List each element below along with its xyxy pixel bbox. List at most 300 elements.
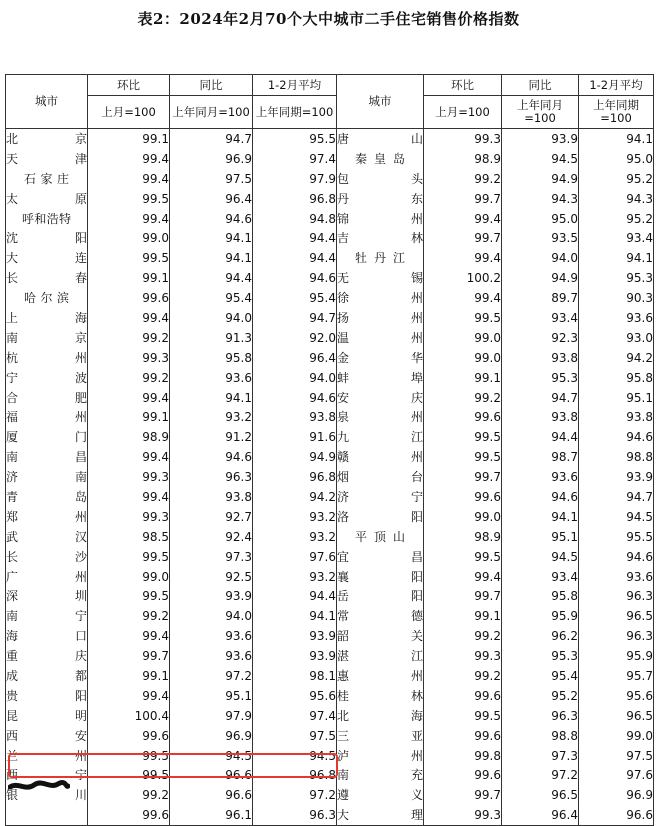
city-cell: 大 理 (337, 805, 424, 825)
city-cell: 太 原 (6, 189, 88, 209)
table-row (6, 268, 654, 288)
avg-cell: 95.9 (579, 646, 654, 666)
city-cell: 北 海 (337, 706, 424, 726)
yoy-cell: 96.4 (170, 189, 253, 209)
avg-cell: 94.2 (579, 348, 654, 368)
mom-cell: 98.9 (88, 427, 170, 447)
table-row (6, 527, 654, 547)
city-cell: 蚌 埠 (337, 368, 424, 388)
avg-cell: 99.0 (579, 726, 654, 746)
yoy-cell: 98.7 (502, 447, 579, 467)
city-cell: 吉 林 (337, 228, 424, 248)
city-cell: 西 宁 (6, 766, 88, 786)
yoy-cell: 98.8 (502, 726, 579, 746)
yoy-cell: 93.4 (502, 567, 579, 587)
avg-cell: 94.2 (253, 487, 337, 507)
city-cell: 济 南 (6, 467, 88, 487)
avg-header: 1-2月平均 (253, 75, 337, 96)
avg-cell: 94.5 (579, 507, 654, 527)
city-cell: 襄 阳 (337, 567, 424, 587)
avg-base-header: 上年同期=100 (253, 96, 337, 129)
yoy-cell: 94.0 (502, 248, 579, 268)
avg-cell: 97.2 (253, 785, 337, 805)
yoy-cell: 97.5 (170, 169, 253, 189)
avg-cell: 96.4 (253, 348, 337, 368)
city-cell: 包 头 (337, 169, 424, 189)
yoy-cell: 96.6 (170, 766, 253, 786)
avg-header: 1-2月平均 (579, 75, 654, 96)
table-row (6, 547, 654, 567)
city-cell: 惠 州 (337, 666, 424, 686)
yoy-cell: 93.9 (502, 129, 579, 149)
avg-cell: 95.2 (579, 209, 654, 229)
city-cell: 海 口 (6, 626, 88, 646)
table-row (6, 726, 654, 746)
yoy-cell: 94.5 (502, 149, 579, 169)
mom-cell: 99.6 (424, 487, 502, 507)
city-cell: 宜 昌 (337, 547, 424, 567)
city-cell: 南 昌 (6, 447, 88, 467)
city-cell: 兰 州 (6, 746, 88, 766)
mom-cell: 100.2 (424, 268, 502, 288)
avg-cell: 95.1 (579, 388, 654, 408)
table-row (6, 507, 654, 527)
city-cell: 上 海 (6, 308, 88, 328)
mom-cell: 99.4 (88, 169, 170, 189)
yoy-cell: 95.3 (502, 646, 579, 666)
price-index-table (5, 74, 654, 826)
table-row (6, 248, 654, 268)
yoy-cell: 94.1 (502, 507, 579, 527)
mom-cell: 99.3 (88, 507, 170, 527)
city-cell: 济 宁 (337, 487, 424, 507)
avg-cell: 95.7 (579, 666, 654, 686)
table-row (6, 586, 654, 606)
avg-cell: 93.9 (579, 467, 654, 487)
yoy-cell: 96.5 (502, 785, 579, 805)
mom-cell: 99.5 (88, 248, 170, 268)
city-cell: 长 沙 (6, 547, 88, 567)
mom-cell: 99.1 (88, 268, 170, 288)
yoy-cell: 93.5 (502, 228, 579, 248)
mom-header: 环比 (424, 75, 502, 96)
avg-cell: 94.8 (253, 209, 337, 229)
yoy-cell: 94.9 (502, 169, 579, 189)
avg-cell: 97.5 (579, 746, 654, 766)
yoy-cell: 93.6 (170, 626, 253, 646)
yoy-cell: 97.3 (502, 746, 579, 766)
yoy-cell: 93.8 (170, 487, 253, 507)
avg-cell: 91.6 (253, 427, 337, 447)
yoy-cell: 93.8 (502, 407, 579, 427)
city-cell: 牡丹江 (337, 248, 424, 268)
avg-cell: 94.1 (579, 248, 654, 268)
yoy-cell: 93.4 (502, 308, 579, 328)
avg-cell: 94.7 (579, 487, 654, 507)
city-cell (6, 805, 88, 825)
yoy-cell: 95.9 (502, 606, 579, 626)
yoy-cell: 94.6 (170, 209, 253, 229)
avg-cell: 96.3 (579, 586, 654, 606)
mom-cell: 99.8 (424, 746, 502, 766)
avg-cell: 97.6 (579, 766, 654, 786)
table-row (6, 129, 654, 149)
city-cell: 唐 山 (337, 129, 424, 149)
yoy-header: 同比 (502, 75, 579, 96)
yoy-cell: 95.4 (502, 666, 579, 686)
city-cell: 深 圳 (6, 586, 88, 606)
mom-cell: 99.5 (424, 547, 502, 567)
city-cell: 洛 阳 (337, 507, 424, 527)
mom-cell: 99.6 (88, 288, 170, 308)
yoy-cell: 95.3 (502, 368, 579, 388)
yoy-cell: 95.1 (170, 686, 253, 706)
city-cell: 广 州 (6, 567, 88, 587)
yoy-cell: 97.9 (170, 706, 253, 726)
avg-cell: 94.4 (253, 248, 337, 268)
yoy-cell: 94.0 (170, 606, 253, 626)
yoy-cell: 93.9 (170, 586, 253, 606)
yoy-cell: 94.4 (502, 427, 579, 447)
city-cell: 常 德 (337, 606, 424, 626)
mom-cell: 99.4 (88, 686, 170, 706)
yoy-cell: 94.5 (502, 547, 579, 567)
city-cell: 无 锡 (337, 268, 424, 288)
city-cell: 扬 州 (337, 308, 424, 328)
table-title: 表2：2024年2月70个大中城市二手住宅销售价格指数 (137, 10, 520, 28)
avg-cell: 93.0 (579, 328, 654, 348)
mom-cell: 99.4 (424, 288, 502, 308)
avg-cell: 97.5 (253, 726, 337, 746)
avg-cell: 92.0 (253, 328, 337, 348)
mom-cell: 99.1 (88, 666, 170, 686)
table-row (6, 606, 654, 626)
yoy-cell: 94.3 (502, 189, 579, 209)
avg-cell: 94.6 (253, 388, 337, 408)
mom-cell: 99.7 (424, 467, 502, 487)
mom-cell: 99.5 (88, 746, 170, 766)
yoy-cell: 96.9 (170, 726, 253, 746)
mom-cell: 99.0 (88, 228, 170, 248)
yoy-cell: 94.1 (170, 248, 253, 268)
mom-cell: 99.6 (424, 407, 502, 427)
avg-cell: 96.3 (253, 805, 337, 825)
yoy-cell: 96.6 (170, 785, 253, 805)
yoy-cell: 94.1 (170, 388, 253, 408)
mom-cell: 99.4 (88, 388, 170, 408)
mom-cell: 99.2 (88, 368, 170, 388)
avg-cell: 96.9 (579, 785, 654, 805)
mom-cell: 99.7 (424, 189, 502, 209)
mom-cell: 99.5 (424, 706, 502, 726)
mom-cell: 99.5 (88, 586, 170, 606)
avg-cell: 93.6 (579, 567, 654, 587)
mom-cell: 99.6 (88, 805, 170, 825)
yoy-cell: 89.7 (502, 288, 579, 308)
yoy-cell: 93.8 (502, 348, 579, 368)
redaction-scribble (8, 779, 70, 793)
avg-cell: 96.6 (579, 805, 654, 825)
city-header: 城市 (6, 75, 88, 129)
city-cell: 西 安 (6, 726, 88, 746)
avg-base-header: 上年同期=100 (579, 96, 654, 129)
mom-cell: 99.7 (424, 228, 502, 248)
city-cell: 郑 州 (6, 507, 88, 527)
avg-cell: 93.2 (253, 507, 337, 527)
avg-cell: 94.7 (253, 308, 337, 328)
yoy-cell: 94.7 (502, 388, 579, 408)
city-cell: 泸 州 (337, 746, 424, 766)
yoy-cell: 97.3 (170, 547, 253, 567)
table-row (6, 169, 654, 189)
mom-cell: 98.9 (424, 527, 502, 547)
city-cell: 厦 门 (6, 427, 88, 447)
city-cell: 贵 阳 (6, 686, 88, 706)
avg-cell: 94.6 (579, 547, 654, 567)
mom-cell: 99.5 (424, 308, 502, 328)
city-cell: 金 华 (337, 348, 424, 368)
avg-cell: 96.3 (579, 626, 654, 646)
yoy-cell: 93.6 (170, 368, 253, 388)
yoy-cell: 94.7 (170, 129, 253, 149)
city-cell: 成 都 (6, 666, 88, 686)
mom-cell: 99.0 (88, 567, 170, 587)
yoy-cell: 96.1 (170, 805, 253, 825)
city-cell: 宁 波 (6, 368, 88, 388)
city-cell: 湛 江 (337, 646, 424, 666)
mom-base-header: 上月=100 (88, 96, 170, 129)
city-cell: 青 岛 (6, 487, 88, 507)
mom-cell: 98.5 (88, 527, 170, 547)
city-cell: 徐 州 (337, 288, 424, 308)
city-cell: 武 汉 (6, 527, 88, 547)
yoy-cell: 92.5 (170, 567, 253, 587)
avg-cell: 94.1 (579, 129, 654, 149)
avg-cell: 93.4 (579, 228, 654, 248)
avg-cell: 95.0 (579, 149, 654, 169)
mom-base-header: 上月=100 (424, 96, 502, 129)
avg-cell: 93.6 (579, 308, 654, 328)
yoy-cell: 97.2 (502, 766, 579, 786)
yoy-cell: 94.1 (170, 228, 253, 248)
city-cell: 哈尔滨 (6, 288, 88, 308)
yoy-cell: 95.8 (502, 586, 579, 606)
table-body (6, 129, 654, 826)
mom-cell: 99.4 (88, 209, 170, 229)
city-cell: 昆 明 (6, 706, 88, 726)
avg-cell: 94.9 (253, 447, 337, 467)
mom-cell: 99.7 (424, 785, 502, 805)
table-row (6, 348, 654, 368)
avg-cell: 97.6 (253, 547, 337, 567)
mom-cell: 99.5 (88, 766, 170, 786)
avg-cell: 96.8 (253, 189, 337, 209)
avg-cell: 96.5 (579, 606, 654, 626)
avg-cell: 94.4 (253, 228, 337, 248)
city-cell: 福 州 (6, 407, 88, 427)
avg-cell: 93.9 (253, 646, 337, 666)
yoy-cell: 91.2 (170, 427, 253, 447)
city-header: 城市 (337, 75, 424, 129)
mom-cell: 99.0 (424, 348, 502, 368)
table-row (6, 388, 654, 408)
yoy-cell: 91.3 (170, 328, 253, 348)
mom-cell: 98.9 (424, 149, 502, 169)
yoy-cell: 92.7 (170, 507, 253, 527)
mom-cell: 99.6 (424, 726, 502, 746)
mom-cell: 99.2 (424, 388, 502, 408)
mom-cell: 99.0 (424, 507, 502, 527)
avg-cell: 95.2 (579, 169, 654, 189)
yoy-cell: 96.3 (502, 706, 579, 726)
mom-cell: 99.3 (88, 348, 170, 368)
table-row (6, 328, 654, 348)
city-cell: 合 肥 (6, 388, 88, 408)
mom-cell: 99.2 (88, 328, 170, 348)
yoy-cell: 96.9 (170, 149, 253, 169)
city-cell: 泉 州 (337, 407, 424, 427)
mom-cell: 99.1 (424, 606, 502, 626)
mom-cell: 99.4 (88, 308, 170, 328)
avg-cell: 97.4 (253, 149, 337, 169)
avg-cell: 93.8 (579, 407, 654, 427)
city-cell: 石家庄 (6, 169, 88, 189)
avg-cell: 95.4 (253, 288, 337, 308)
yoy-cell: 94.6 (502, 487, 579, 507)
table-row (6, 447, 654, 467)
mom-cell: 99.1 (88, 129, 170, 149)
avg-cell: 95.6 (579, 686, 654, 706)
mom-cell: 99.5 (424, 447, 502, 467)
yoy-base-header: 上年同月=100 (170, 96, 253, 129)
yoy-cell: 95.8 (170, 348, 253, 368)
yoy-cell: 94.6 (170, 447, 253, 467)
city-cell: 九 江 (337, 427, 424, 447)
mom-cell: 99.4 (88, 487, 170, 507)
city-cell: 南 宁 (6, 606, 88, 626)
avg-cell: 94.3 (579, 189, 654, 209)
avg-cell: 96.5 (579, 706, 654, 726)
yoy-cell: 94.9 (502, 268, 579, 288)
city-cell: 韶 关 (337, 626, 424, 646)
city-cell: 南 充 (337, 766, 424, 786)
yoy-cell: 97.2 (170, 666, 253, 686)
avg-cell: 95.5 (253, 129, 337, 149)
mom-cell: 99.4 (88, 447, 170, 467)
table-row (6, 368, 654, 388)
yoy-cell: 93.6 (170, 646, 253, 666)
mom-cell: 99.2 (424, 169, 502, 189)
mom-cell: 99.3 (424, 805, 502, 825)
mom-cell: 99.6 (88, 726, 170, 746)
avg-cell: 94.1 (253, 606, 337, 626)
yoy-cell: 96.2 (502, 626, 579, 646)
mom-cell: 99.0 (424, 328, 502, 348)
avg-cell: 93.2 (253, 567, 337, 587)
avg-cell: 94.6 (253, 268, 337, 288)
mom-cell: 99.2 (88, 606, 170, 626)
mom-cell: 100.4 (88, 706, 170, 726)
yoy-cell: 93.6 (502, 467, 579, 487)
mom-cell: 99.2 (424, 626, 502, 646)
avg-cell: 95.8 (579, 368, 654, 388)
mom-cell: 99.4 (424, 209, 502, 229)
avg-cell: 94.5 (253, 746, 337, 766)
avg-cell: 95.3 (579, 268, 654, 288)
avg-cell: 95.5 (579, 527, 654, 547)
avg-cell: 93.9 (253, 626, 337, 646)
yoy-cell: 94.5 (170, 746, 253, 766)
mom-cell: 99.3 (88, 467, 170, 487)
mom-cell: 99.1 (424, 368, 502, 388)
table-row (6, 427, 654, 447)
avg-cell: 97.4 (253, 706, 337, 726)
city-cell: 北 京 (6, 129, 88, 149)
table-row (6, 706, 654, 726)
table-row (6, 288, 654, 308)
yoy-cell: 92.3 (502, 328, 579, 348)
city-cell: 温 州 (337, 328, 424, 348)
mom-cell: 99.7 (424, 586, 502, 606)
table-row (6, 686, 654, 706)
mom-cell: 99.5 (88, 547, 170, 567)
table-row (6, 646, 654, 666)
avg-cell: 96.8 (253, 766, 337, 786)
mom-cell: 99.5 (88, 189, 170, 209)
table-row (6, 189, 654, 209)
table-row (6, 228, 654, 248)
city-cell: 三 亚 (337, 726, 424, 746)
table-row (6, 467, 654, 487)
city-cell: 桂 林 (337, 686, 424, 706)
yoy-cell: 94.4 (170, 268, 253, 288)
table-row (6, 308, 654, 328)
yoy-cell: 92.4 (170, 527, 253, 547)
table-row (6, 209, 654, 229)
mom-cell: 99.5 (424, 427, 502, 447)
mom-header: 环比 (88, 75, 170, 96)
mom-cell: 99.4 (424, 248, 502, 268)
city-cell: 重 庆 (6, 646, 88, 666)
table-row (6, 149, 654, 169)
table-row (6, 626, 654, 646)
city-cell: 岳 阳 (337, 586, 424, 606)
city-cell: 沈 阳 (6, 228, 88, 248)
highlight-box (8, 753, 338, 778)
table-row (6, 805, 654, 825)
mom-cell: 99.6 (424, 686, 502, 706)
city-cell: 遵 义 (337, 785, 424, 805)
mom-cell: 99.7 (88, 646, 170, 666)
yoy-cell: 95.1 (502, 527, 579, 547)
mom-cell: 99.3 (424, 129, 502, 149)
avg-cell: 96.8 (253, 467, 337, 487)
avg-cell: 94.0 (253, 368, 337, 388)
city-cell: 赣 州 (337, 447, 424, 467)
avg-cell: 98.1 (253, 666, 337, 686)
avg-cell: 90.3 (579, 288, 654, 308)
avg-cell: 98.8 (579, 447, 654, 467)
city-cell: 秦皇岛 (337, 149, 424, 169)
city-cell: 银 川 (6, 785, 88, 805)
yoy-cell: 94.0 (170, 308, 253, 328)
yoy-cell: 95.0 (502, 209, 579, 229)
table-row (6, 407, 654, 427)
yoy-cell: 95.4 (170, 288, 253, 308)
yoy-cell: 93.2 (170, 407, 253, 427)
mom-cell: 99.3 (424, 646, 502, 666)
mom-cell: 99.4 (424, 567, 502, 587)
